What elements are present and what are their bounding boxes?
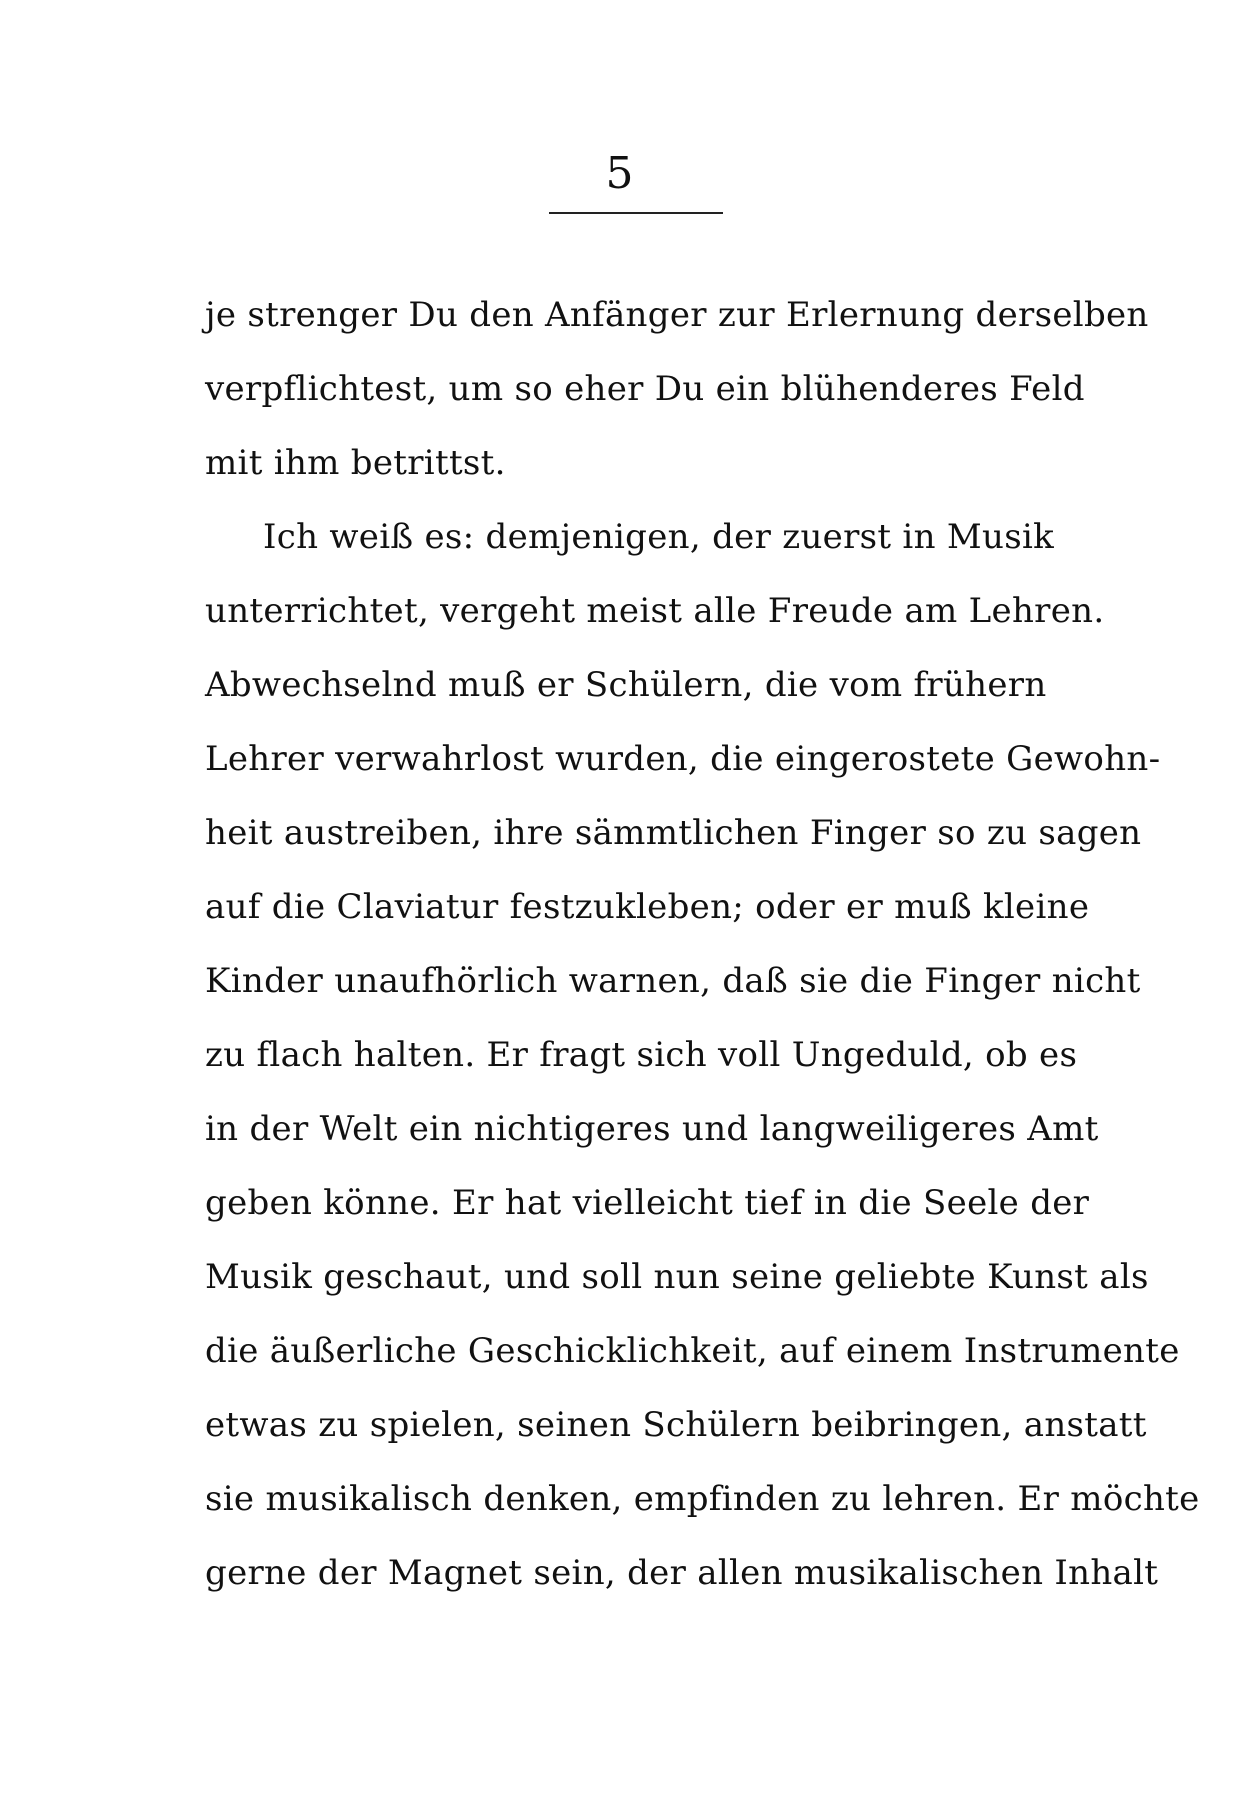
text-line: in der Welt ein nichtigeres und langweiligeres Amt: [205, 1109, 1099, 1149]
text-line: Kinder unaufhörlich warnen, daß sie die Finger nicht: [205, 961, 1141, 1001]
text-line: Abwechselnd muß er Schülern, die vom frühern: [205, 665, 1047, 705]
text-line: Musik geschaut, und soll nun seine geliebte Kunst als: [205, 1257, 1149, 1297]
text-line: etwas zu spielen, seinen Schülern beibringen, anstatt: [205, 1405, 1147, 1445]
text-line: heit austreiben, ihre sämmtlichen Finger so zu sagen: [205, 813, 1142, 853]
text-line: je strenger Du den Anfänger zur Erlernung derselben: [205, 295, 1149, 335]
text-line: Lehrer verwahrlost wurden, die eingerostete Gewohn-: [205, 739, 1161, 779]
text-line: mit ihm betrittst.: [205, 443, 506, 483]
text-line: die äußerliche Geschicklichkeit, auf einem Instrumente: [205, 1331, 1180, 1371]
text-line: gerne der Magnet sein, der allen musikalischen Inhalt: [205, 1553, 1159, 1593]
text-line: Ich weiß es: demjenigen, der zuerst in Musik: [263, 517, 1055, 557]
paragraph-2: [205, 500, 1200, 1610]
text-line: auf die Claviatur festzukleben; oder er muß kleine: [205, 887, 1090, 927]
text-line: geben könne. Er hat vielleicht tief in die Seele der: [205, 1183, 1090, 1223]
text-line: verpflichtest, um so eher Du ein blühenderes Feld: [205, 369, 1085, 409]
page-number: 5: [605, 148, 634, 199]
text-line: sie musikalisch denken, empfinden zu lehren. Er möchte: [205, 1479, 1200, 1519]
text-line: unterrichtet, vergeht meist alle Freude am Lehren.: [205, 591, 1105, 631]
body-text: [205, 278, 1200, 1610]
text-line: zu flach halten. Er fragt sich voll Ungeduld, ob es: [205, 1035, 1078, 1075]
header-rule: [549, 212, 723, 214]
paragraph-1: [205, 278, 1149, 500]
